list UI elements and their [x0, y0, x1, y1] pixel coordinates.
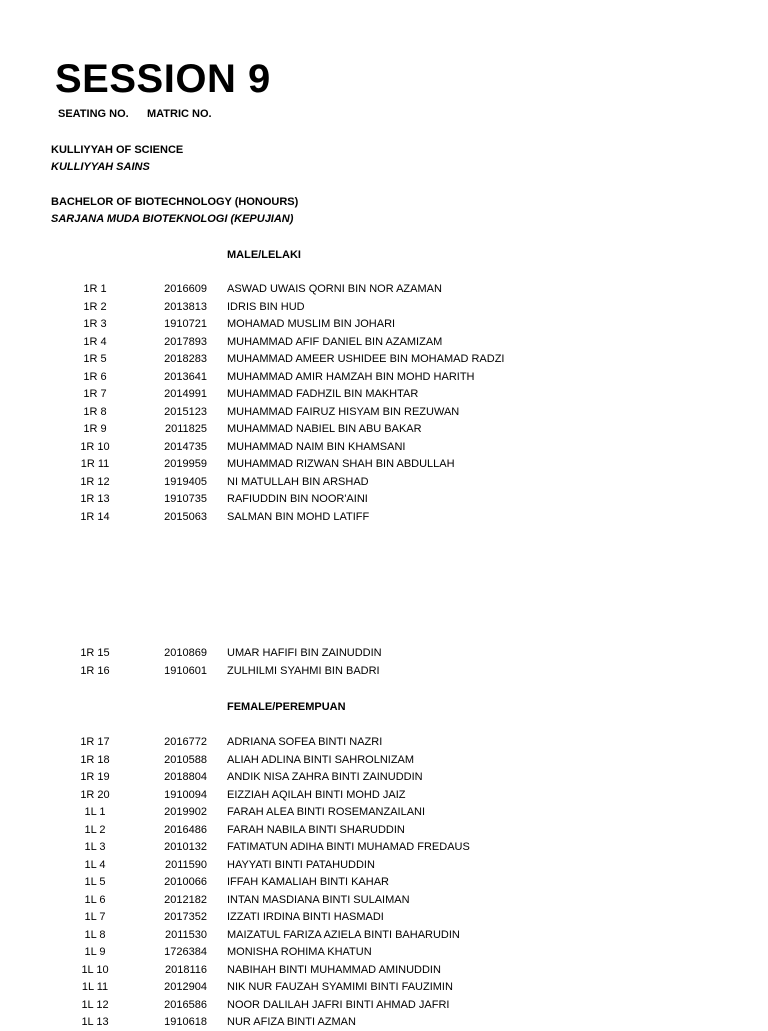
- seating-number: 1R 10: [80, 440, 110, 453]
- student-name: ALIAH ADLINA BINTI SAHROLNIZAM: [227, 753, 415, 766]
- seating-number: 1R 5: [83, 353, 107, 365]
- seating-number: 1R 4: [83, 335, 107, 348]
- student-row: [0, 927, 768, 944]
- student-row: [0, 351, 768, 368]
- seating-number: 1L 1: [84, 806, 106, 818]
- student-name: MUHAMMAD NABIEL BIN ABU BAKAR: [227, 423, 422, 435]
- student-name: MUHAMMAD RIZWAN SHAH BIN ABDULLAH: [227, 458, 455, 470]
- student-row: [0, 1014, 768, 1031]
- matric-number: 2014735: [164, 440, 207, 453]
- student-row: [0, 804, 768, 821]
- page-title: SESSION 9: [55, 57, 271, 101]
- student-name: NUR AFIZA BINTI AZMAN: [227, 1016, 356, 1028]
- seating-number: 1R 1: [83, 283, 107, 295]
- seating-number: 1R 2: [83, 300, 107, 313]
- matric-number: 2012182: [164, 893, 207, 906]
- student-row: [0, 874, 768, 891]
- matric-number: 1910094: [164, 788, 207, 801]
- student-row: [0, 944, 768, 961]
- student-name: IDRIS BIN HUD: [227, 300, 305, 313]
- student-row: [0, 645, 768, 662]
- student-row: [0, 962, 768, 979]
- student-name: RAFIUDDIN BIN NOOR'AINI: [227, 493, 368, 505]
- student-row: [0, 909, 768, 926]
- programme-name-ms: SARJANA MUDA BIOTEKNOLOGI (KEPUJIAN): [51, 213, 294, 225]
- matric-number: 2010132: [164, 841, 207, 853]
- matric-number: 1910618: [164, 1016, 207, 1028]
- matric-number: 2019959: [164, 458, 207, 470]
- student-row: [0, 734, 768, 751]
- student-row: [0, 839, 768, 856]
- student-row: [0, 787, 768, 804]
- student-name: UMAR HAFIFI BIN ZAINUDDIN: [227, 647, 382, 659]
- student-row: [0, 386, 768, 403]
- student-row: [0, 439, 768, 456]
- matric-number: 2010869: [164, 647, 207, 659]
- seating-number: 1L 7: [84, 911, 106, 923]
- kulliyyah-name-ms: KULLIYYAH SAINS: [51, 161, 150, 173]
- matric-number: 1910721: [164, 318, 207, 330]
- matric-number: 2014991: [164, 388, 207, 400]
- matric-number: 2016486: [164, 823, 207, 836]
- seating-number: 1R 18: [80, 753, 110, 766]
- matric-number: 1726384: [164, 946, 207, 958]
- matric-number: 2017893: [164, 335, 207, 348]
- seating-number: 1R 11: [80, 458, 110, 470]
- student-name: NI MATULLAH BIN ARSHAD: [227, 475, 369, 488]
- matric-number: 2013641: [164, 370, 207, 383]
- student-name: MUHAMMAD AMIR HAMZAH BIN MOHD HARITH: [227, 370, 475, 383]
- student-name: IFFAH KAMALIAH BINTI KAHAR: [227, 876, 389, 888]
- seating-no-header: SEATING NO.: [58, 108, 129, 120]
- seating-number: 1R 3: [83, 318, 107, 330]
- student-name: MUHAMMAD FAIRUZ HISYAM BIN REZUWAN: [227, 405, 460, 418]
- matric-number: 1910735: [164, 493, 207, 505]
- matric-number: 2016772: [164, 736, 207, 748]
- student-row: [0, 369, 768, 386]
- student-name: FATIMATUN ADIHA BINTI MUHAMAD FREDAUS: [227, 841, 470, 853]
- student-row: [0, 404, 768, 421]
- student-name: IZZATI IRDINA BINTI HASMADI: [227, 911, 384, 923]
- student-name: MAIZATUL FARIZA AZIELA BINTI BAHARUDIN: [227, 928, 460, 941]
- seating-number: 1L 12: [81, 998, 109, 1011]
- student-name: SALMAN BIN MOHD LATIFF: [227, 510, 370, 523]
- seating-number: 1L 8: [84, 928, 106, 941]
- seating-number: 1L 2: [84, 823, 106, 836]
- student-row: [0, 316, 768, 333]
- male-section-heading: MALE/LELAKI: [227, 249, 301, 261]
- seating-number: 1R 9: [83, 423, 107, 435]
- student-row: [0, 997, 768, 1014]
- matric-number: 2010066: [164, 876, 207, 888]
- matric-number: 2015063: [164, 510, 207, 523]
- student-name: MOHAMAD MUSLIM BIN JOHARI: [227, 318, 396, 330]
- student-row: [0, 281, 768, 298]
- student-name: MUHAMMAD NAIM BIN KHAMSANI: [227, 440, 406, 453]
- student-name: MUHAMMAD AMEER USHIDEE BIN MOHAMAD RADZI: [227, 353, 505, 365]
- student-name: NIK NUR FAUZAH SYAMIMI BINTI FAUZIMIN: [227, 981, 453, 993]
- matric-number: 2011590: [164, 858, 207, 871]
- matric-number: 2011825: [164, 423, 207, 435]
- matric-number: 1910601: [164, 664, 207, 677]
- seating-number: 1R 20: [80, 788, 110, 801]
- student-name: FARAH NABILA BINTI SHARUDDIN: [227, 823, 405, 836]
- matric-number: 2013813: [164, 300, 207, 313]
- matric-number: 2012904: [164, 981, 207, 993]
- matric-number: 2019902: [164, 806, 207, 818]
- student-row: [0, 509, 768, 526]
- female-section-heading: FEMALE/PEREMPUAN: [227, 701, 346, 713]
- matric-number: 2015123: [164, 405, 207, 418]
- matric-no-header: MATRIC NO.: [147, 108, 212, 120]
- student-row: [0, 979, 768, 996]
- student-name: ZULHILMI SYAHMI BIN BADRI: [227, 664, 380, 677]
- student-name: HAYYATI BINTI PATAHUDDIN: [227, 858, 375, 871]
- student-name: MUHAMMAD FADHZIL BIN MAKHTAR: [227, 388, 419, 400]
- seating-number: 1L 9: [84, 946, 106, 958]
- student-name: ADRIANA SOFEA BINTI NAZRI: [227, 736, 383, 748]
- seating-number: 1R 6: [83, 370, 107, 383]
- student-row: [0, 752, 768, 769]
- matric-number: 2016586: [164, 998, 207, 1011]
- seating-number: 1R 16: [80, 664, 110, 677]
- matric-number: 2017352: [164, 911, 207, 923]
- student-row: [0, 857, 768, 874]
- student-name: FARAH ALEA BINTI ROSEMANZAILANI: [227, 806, 426, 818]
- seating-number: 1L 10: [81, 963, 109, 976]
- student-name: ANDIK NISA ZAHRA BINTI ZAINUDDIN: [227, 771, 423, 783]
- seating-number: 1R 7: [83, 388, 107, 400]
- matric-number: 2018804: [164, 771, 207, 783]
- student-name: MUHAMMAD AFIF DANIEL BIN AZAMIZAM: [227, 335, 443, 348]
- student-name: ASWAD UWAIS QORNI BIN NOR AZAMAN: [227, 283, 442, 295]
- student-row: [0, 421, 768, 438]
- seating-number: 1R 15: [80, 647, 110, 659]
- student-row: [0, 334, 768, 351]
- student-name: EIZZIAH AQILAH BINTI MOHD JAIZ: [227, 788, 406, 801]
- matric-number: 2018116: [164, 963, 207, 976]
- seating-number: 1R 17: [80, 736, 110, 748]
- seating-number: 1R 19: [80, 771, 110, 783]
- matric-number: 2018283: [164, 353, 207, 365]
- seating-number: 1L 6: [84, 893, 106, 906]
- seating-number: 1L 13: [81, 1016, 109, 1028]
- student-name: MONISHA ROHIMA KHATUN: [227, 946, 372, 958]
- student-row: [0, 456, 768, 473]
- matric-number: 2010588: [164, 753, 207, 766]
- student-row: [0, 822, 768, 839]
- seating-number: 1L 4: [84, 858, 106, 871]
- seating-number: 1R 8: [83, 405, 107, 418]
- student-row: [0, 892, 768, 909]
- seating-number: 1R 13: [80, 493, 110, 505]
- student-row: [0, 299, 768, 316]
- matric-number: 2011530: [164, 928, 207, 941]
- seating-number: 1R 12: [80, 475, 110, 488]
- seating-number: 1L 11: [81, 981, 109, 993]
- seating-number: 1R 14: [80, 510, 110, 523]
- matric-number: 2016609: [164, 283, 207, 295]
- student-name: NABIHAH BINTI MUHAMMAD AMINUDDIN: [227, 963, 441, 976]
- student-row: [0, 769, 768, 786]
- matric-number: 1919405: [164, 475, 207, 488]
- student-row: [0, 491, 768, 508]
- student-row: [0, 474, 768, 491]
- kulliyyah-name-en: KULLIYYAH OF SCIENCE: [51, 144, 184, 156]
- student-name: INTAN MASDIANA BINTI SULAIMAN: [227, 893, 410, 906]
- seating-number: 1L 5: [84, 876, 106, 888]
- student-name: NOOR DALILAH JAFRI BINTI AHMAD JAFRI: [227, 998, 450, 1011]
- seating-number: 1L 3: [84, 841, 106, 853]
- programme-name-en: BACHELOR OF BIOTECHNOLOGY (HONOURS): [51, 196, 299, 208]
- student-row: [0, 663, 768, 680]
